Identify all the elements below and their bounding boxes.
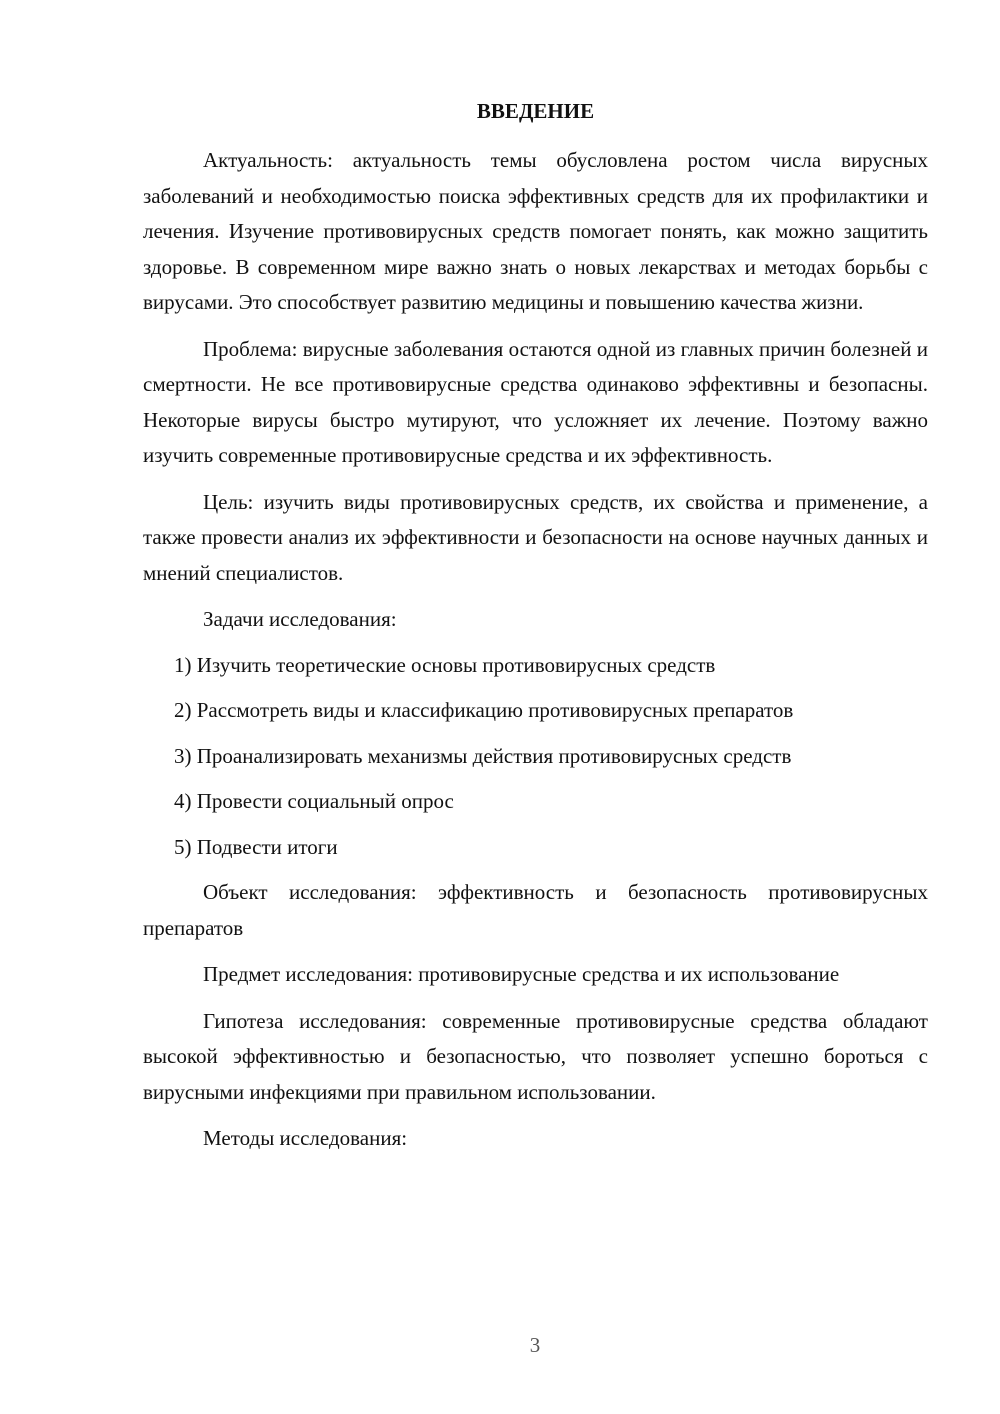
list-item: 3) Проанализировать механизмы действия противовирусных средств bbox=[174, 743, 792, 768]
page-content bbox=[143, 96, 928, 1167]
list-item: 2) Рассмотреть виды и классификацию противовирусных препаратов bbox=[174, 698, 794, 722]
tasks-label: Задачи исследования: bbox=[203, 607, 397, 631]
paragraph-relevance: Актуальность: актуальность темы обусловлена ростом числа вирусных заболеваний и необходимостью поиска эффективных средств для их профилактики и лечения. Изучение противовирусных средств помогает понять, как можно защитить здоровье. В современном мире важно знать о новых лекарствах и методах борьбы с вирусами. Это способствует развитию медицины и повышению качества жизни. bbox=[143, 148, 928, 314]
paragraph-problem: Проблема: вирусные заболевания остаются одной из главных причин болезней и смертности. Не все противовирусные средства одинаково эффективны и безопасны. Некоторые вирусы быстро мутируют, что усложняет их лечение. Поэтому важно изучить современные противовирусные средства и их эффективность. bbox=[143, 336, 928, 467]
methods-label: Методы исследования: bbox=[203, 1126, 408, 1150]
tasks-list bbox=[143, 648, 928, 866]
page-number: 3 bbox=[529, 1333, 541, 1357]
list-item: 4) Провести социальный опрос bbox=[174, 789, 454, 813]
section-heading: ВВЕДЕНИЕ bbox=[476, 99, 595, 123]
paragraph-hypothesis: Гипотеза исследования: современные противовирусные средства обладают высокой эффективностью и безопасностью, что позволяет успешно бороться с вирусными инфекциями при правильном использовании. bbox=[143, 1008, 928, 1104]
list-item: 5) Подвести итоги bbox=[174, 834, 338, 859]
list-item: 1) Изучить теоретические основы противовирусных средств bbox=[174, 652, 716, 677]
paragraph-goal: Цель: изучить виды противовирусных средств, их свойства и применение, а также провести анализ их эффективности и безопасности на основе научных данных и мнений специалистов. bbox=[143, 489, 928, 585]
paragraph-subject: Предмет исследования: противовирусные средства и их использование bbox=[203, 962, 840, 986]
paragraph-object: Объект исследования: эффективность и безопасность противовирусных препаратов bbox=[143, 880, 928, 940]
